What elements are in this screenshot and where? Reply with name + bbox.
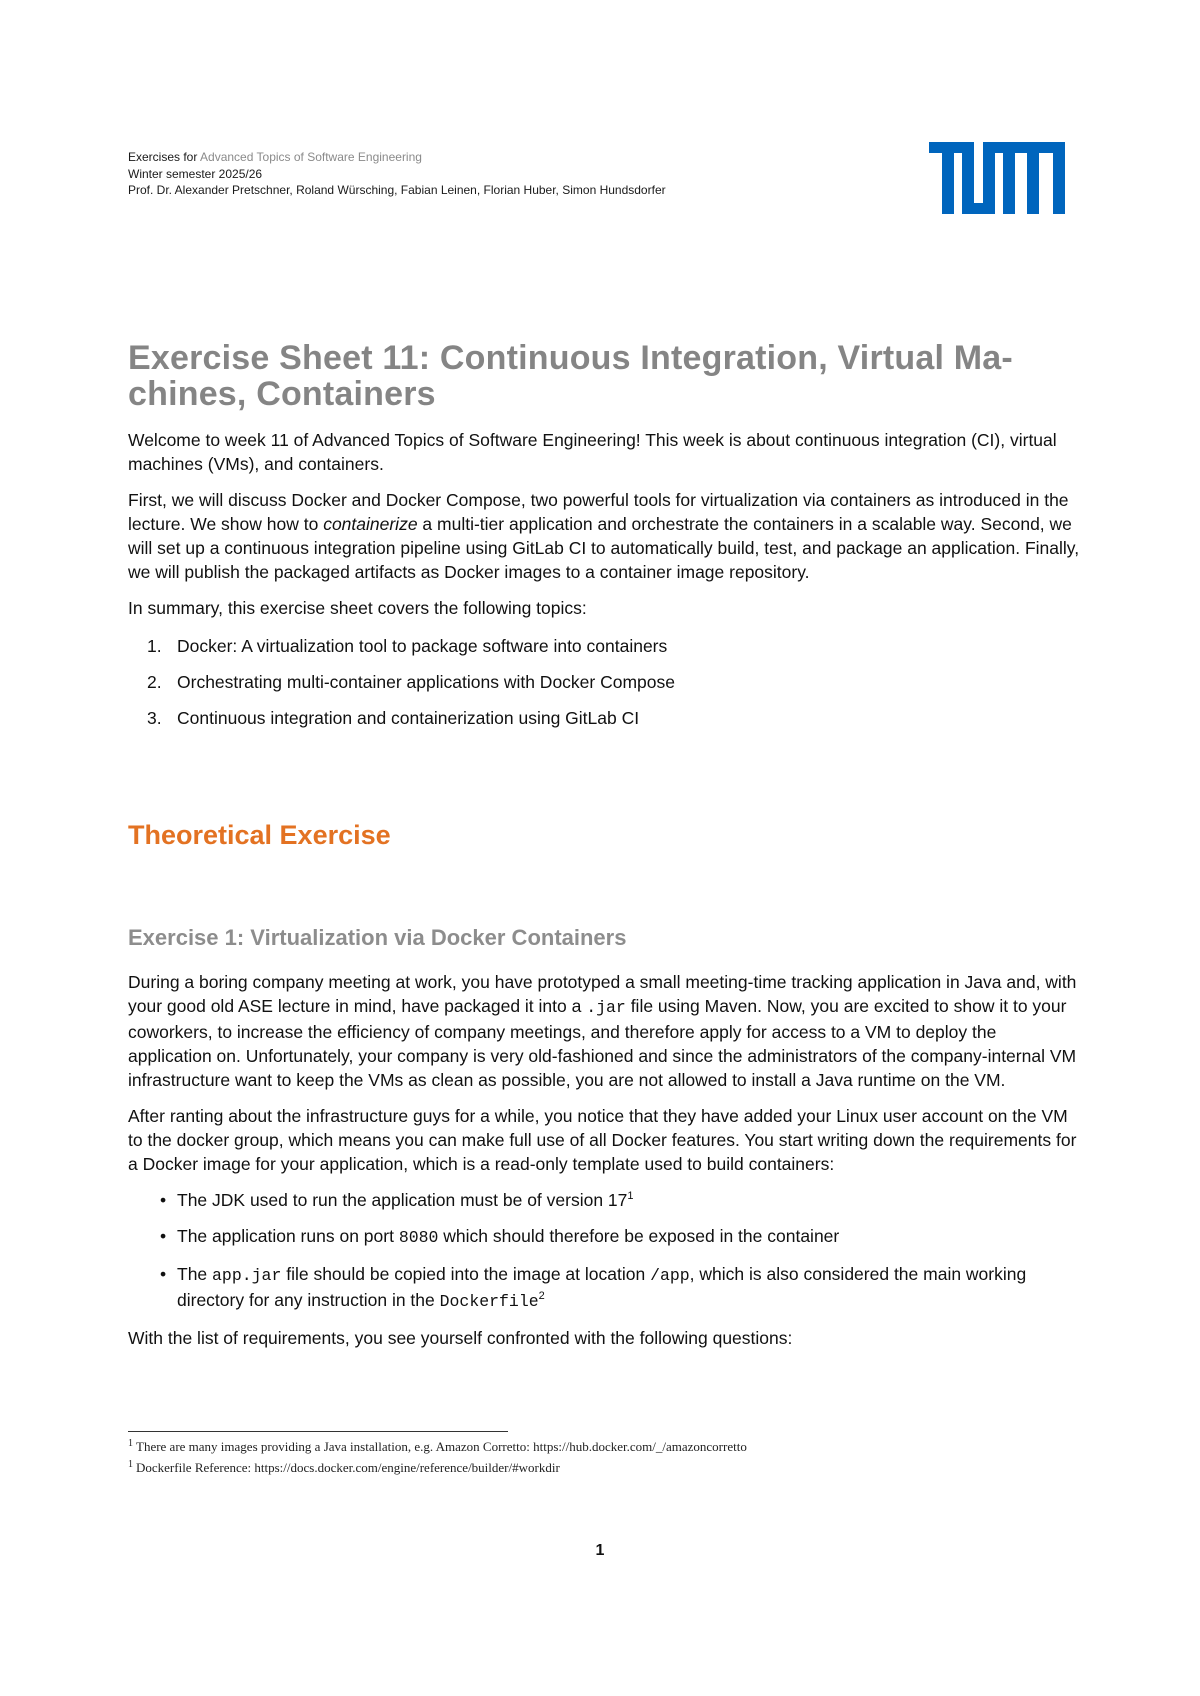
intro-section <box>128 428 1080 730</box>
tum-logo-icon <box>929 142 1065 214</box>
emphasis-containerize: containerize <box>323 514 418 534</box>
semester: Winter semester 2025/26 <box>128 166 263 181</box>
requirements-list <box>128 1188 1080 1314</box>
topic-item: 1. Docker: A virtualization tool to package software into containers <box>147 636 668 656</box>
course-header <box>128 149 666 199</box>
intro-paragraph-3: In summary, this exercise sheet covers the following topics: <box>128 598 587 618</box>
footnote-divider <box>128 1431 508 1432</box>
requirement-item: • The application runs on port 8080 which should therefore be exposed in the container <box>160 1226 840 1247</box>
requirement-item: • The app.jar file should be copied into the image at location /app, which is also considered the main working directory for any instruction in the Dockerfile$^2$ <box>160 1264 1027 1311</box>
code-app-path: /app <box>650 1266 690 1285</box>
topic-item: 3. Continuous integration and containerization using GitLab CI <box>147 708 640 728</box>
footnote: $^1$ There are many images providing a Java installation, e.g. Amazon Corretto: https://hub.docker.com/_/amazoncorretto <box>128 1437 747 1454</box>
course-prefix: Exercises for <box>128 150 201 164</box>
requirement-item: • The JDK used to run the application must be of version 17$^1$ <box>160 1190 634 1210</box>
course-name: Advanced Topics of Software Engineering <box>200 150 422 164</box>
footnote-ref[interactable]: 2 <box>538 1290 545 1303</box>
exercise-paragraph-2: After ranting about the infrastructure guys for a while, you notice that they have added your Linux user account on the VM to the docker group, which means you can make full use of all Docker features. You start writing down the requirements for a Docker image for your application, which is a read-only template used to build containers: <box>128 1106 1077 1174</box>
code-jar: .jar <box>586 998 626 1017</box>
code-app-jar: app.jar <box>212 1266 282 1285</box>
sheet-title: Exercise Sheet 11: Continuous Integration, Virtual Ma- chines, Containers <box>128 339 1013 413</box>
exercise-heading: Exercise 1: Virtualization via Docker Containers <box>128 925 627 950</box>
intro-paragraph-2: First, we will discuss Docker and Docker Compose, two powerful tools for virtualization via containers as introduced in the lecture. We show how to containerize a multi-tier application and orchestrate the containers in a scalable way. Second, we will set up a continuous integration pipeline using GitLab CI to automatically build, test, and package an application. Finally, we will publish the packaged artifacts as Docker images to a container image repository. <box>128 490 1080 582</box>
code-dockerfile: Dockerfile <box>439 1292 539 1311</box>
intro-paragraph-1: Welcome to week 11 of Advanced Topics of Software Engineering! This week is about continuous integration (CI), virtual machines (VMs), and containers. <box>128 430 1057 474</box>
exercise-closing: With the list of requirements, you see yourself confronted with the following questions: <box>128 1328 793 1348</box>
code-port: 8080 <box>398 1228 439 1247</box>
page-number: 1 <box>595 1542 605 1559</box>
footnote: $^1$ Dockerfile Reference: https://docs.docker.com/engine/reference/builder/#workdir <box>128 1458 560 1475</box>
staff-list: Prof. Dr. Alexander Pretschner, Roland Würsching, Fabian Leinen, Florian Huber, Simon Hundsdorfer <box>128 183 666 197</box>
course-line <box>128 149 666 166</box>
exercise-1-body <box>128 970 1080 1350</box>
exercise-paragraph-1: During a boring company meeting at work, you have prototyped a small meeting-time tracking application in Java and, with your good old ASE lecture in mind, have packaged it into a .jar file using Maven. Now, you are excited to show it to your coworkers, to increase the efficiency of company meetings, and therefore apply for access to a VM to deploy the application on. Unfortunately, your company is very old-fashioned and since the administrators of the company-internal VM infrastructure want to keep the VMs as clean as possible, you are not allowed to install a Java runtime on the VM. <box>128 972 1077 1090</box>
footnote-ref[interactable]: 1 <box>627 1190 634 1203</box>
topic-item: 2. Orchestrating multi-container applications with Docker Compose <box>147 672 675 692</box>
section-heading: Theoretical Exercise <box>128 820 391 850</box>
topic-list <box>128 634 1080 730</box>
footnotes <box>128 1436 1080 1478</box>
